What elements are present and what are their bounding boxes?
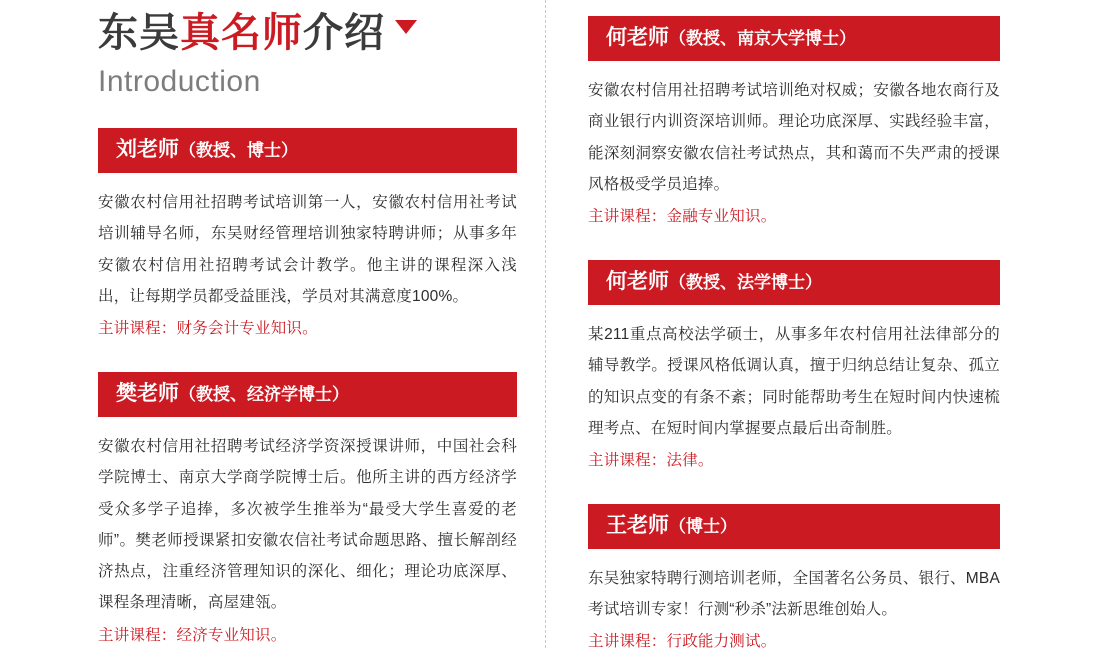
teacher-course: 主讲课程：金融专业知识。	[588, 208, 777, 226]
teacher-card	[98, 372, 517, 650]
teacher-name-bar	[98, 128, 517, 173]
teacher-role: （博士）	[669, 516, 737, 536]
teacher-role: （教授、经济学博士）	[179, 384, 349, 404]
teacher-name-bar	[588, 16, 1000, 61]
teacher-card	[588, 16, 1000, 232]
teacher-description: 安徽农村信用社招聘考试经济学资深授课讲师，中国社会科学院博士、南京大学商学院博士后。他所主讲的西方经济学受众多学子追捧，多次被学生推举为“最受大学生喜爱的老师”。樊老师授课紧扣安徽农信社考试命题思路、擅长解剖经济热点，注重经济管理知识的深化、细化；理论功底深厚、课程条理清晰，高屋建瓴。	[98, 438, 517, 612]
teacher-description: 安徽农村信用社招聘考试培训第一人，安徽农村信用社考试培训辅导名师，东吴财经管理培训独家特聘讲师；从事多年安徽农村信用社招聘考试会计教学。他主讲的课程深入浅出，让每期学员都受益匪浅，学员对其满意度100%。	[98, 194, 517, 306]
page-title-part1: 东吴	[98, 11, 180, 55]
teacher-name-bar	[588, 260, 1000, 305]
page-subtitle: Introduction	[98, 65, 261, 98]
teacher-course: 主讲课程：经济专业知识。	[98, 626, 287, 644]
page-title-part2: 介绍	[303, 11, 385, 55]
teacher-name-bar	[588, 504, 1000, 549]
page-title	[98, 0, 517, 58]
teacher-card	[588, 504, 1000, 657]
caret-down-icon[interactable]	[395, 20, 417, 34]
teacher-name: 樊老师	[116, 381, 179, 405]
left-column	[0, 0, 545, 648]
page-title-accent: 真名师	[180, 11, 303, 55]
teacher-name: 何老师	[606, 269, 669, 293]
teacher-role: （教授、南京大学博士）	[669, 29, 856, 48]
right-column	[546, 0, 1100, 651]
teacher-course: 主讲课程：行政能力测试。	[588, 633, 777, 651]
teacher-name: 何老师	[606, 26, 669, 49]
teacher-course: 主讲课程：财务会计专业知识。	[98, 320, 318, 338]
teacher-card	[98, 128, 517, 344]
teacher-course: 主讲课程：法律。	[588, 452, 714, 470]
teacher-role: （教授、博士）	[179, 141, 298, 160]
teacher-card	[588, 260, 1000, 476]
teacher-name: 刘老师	[116, 138, 179, 161]
teacher-name-bar	[98, 372, 517, 417]
teacher-role: （教授、法学博士）	[669, 272, 822, 292]
teacher-description: 某211重点高校法学硕士，从事多年农村信用社法律部分的辅导教学。授课风格低调认真，擅于归纳总结让复杂、孤立的知识点变的有条不紊；同时能帮助考生在短时间内快速梳理考点、在短时间内掌握要点最后出奇制胜。	[588, 326, 1000, 437]
teacher-description: 安徽农村信用社招聘考试培训绝对权威；安徽各地农商行及商业银行内训资深培训师。理论功底深厚、实践经验丰富，能深刻洞察安徽农信社考试热点，其和蔼而不失严肃的授课风格极受学员追捧。	[588, 82, 1000, 194]
teacher-description: 东吴独家特聘行测培训老师，全国著名公务员、银行、MBA考试培训专家！行测“秒杀”法新思维创始人。	[588, 569, 1000, 619]
teacher-name: 王老师	[606, 513, 669, 537]
